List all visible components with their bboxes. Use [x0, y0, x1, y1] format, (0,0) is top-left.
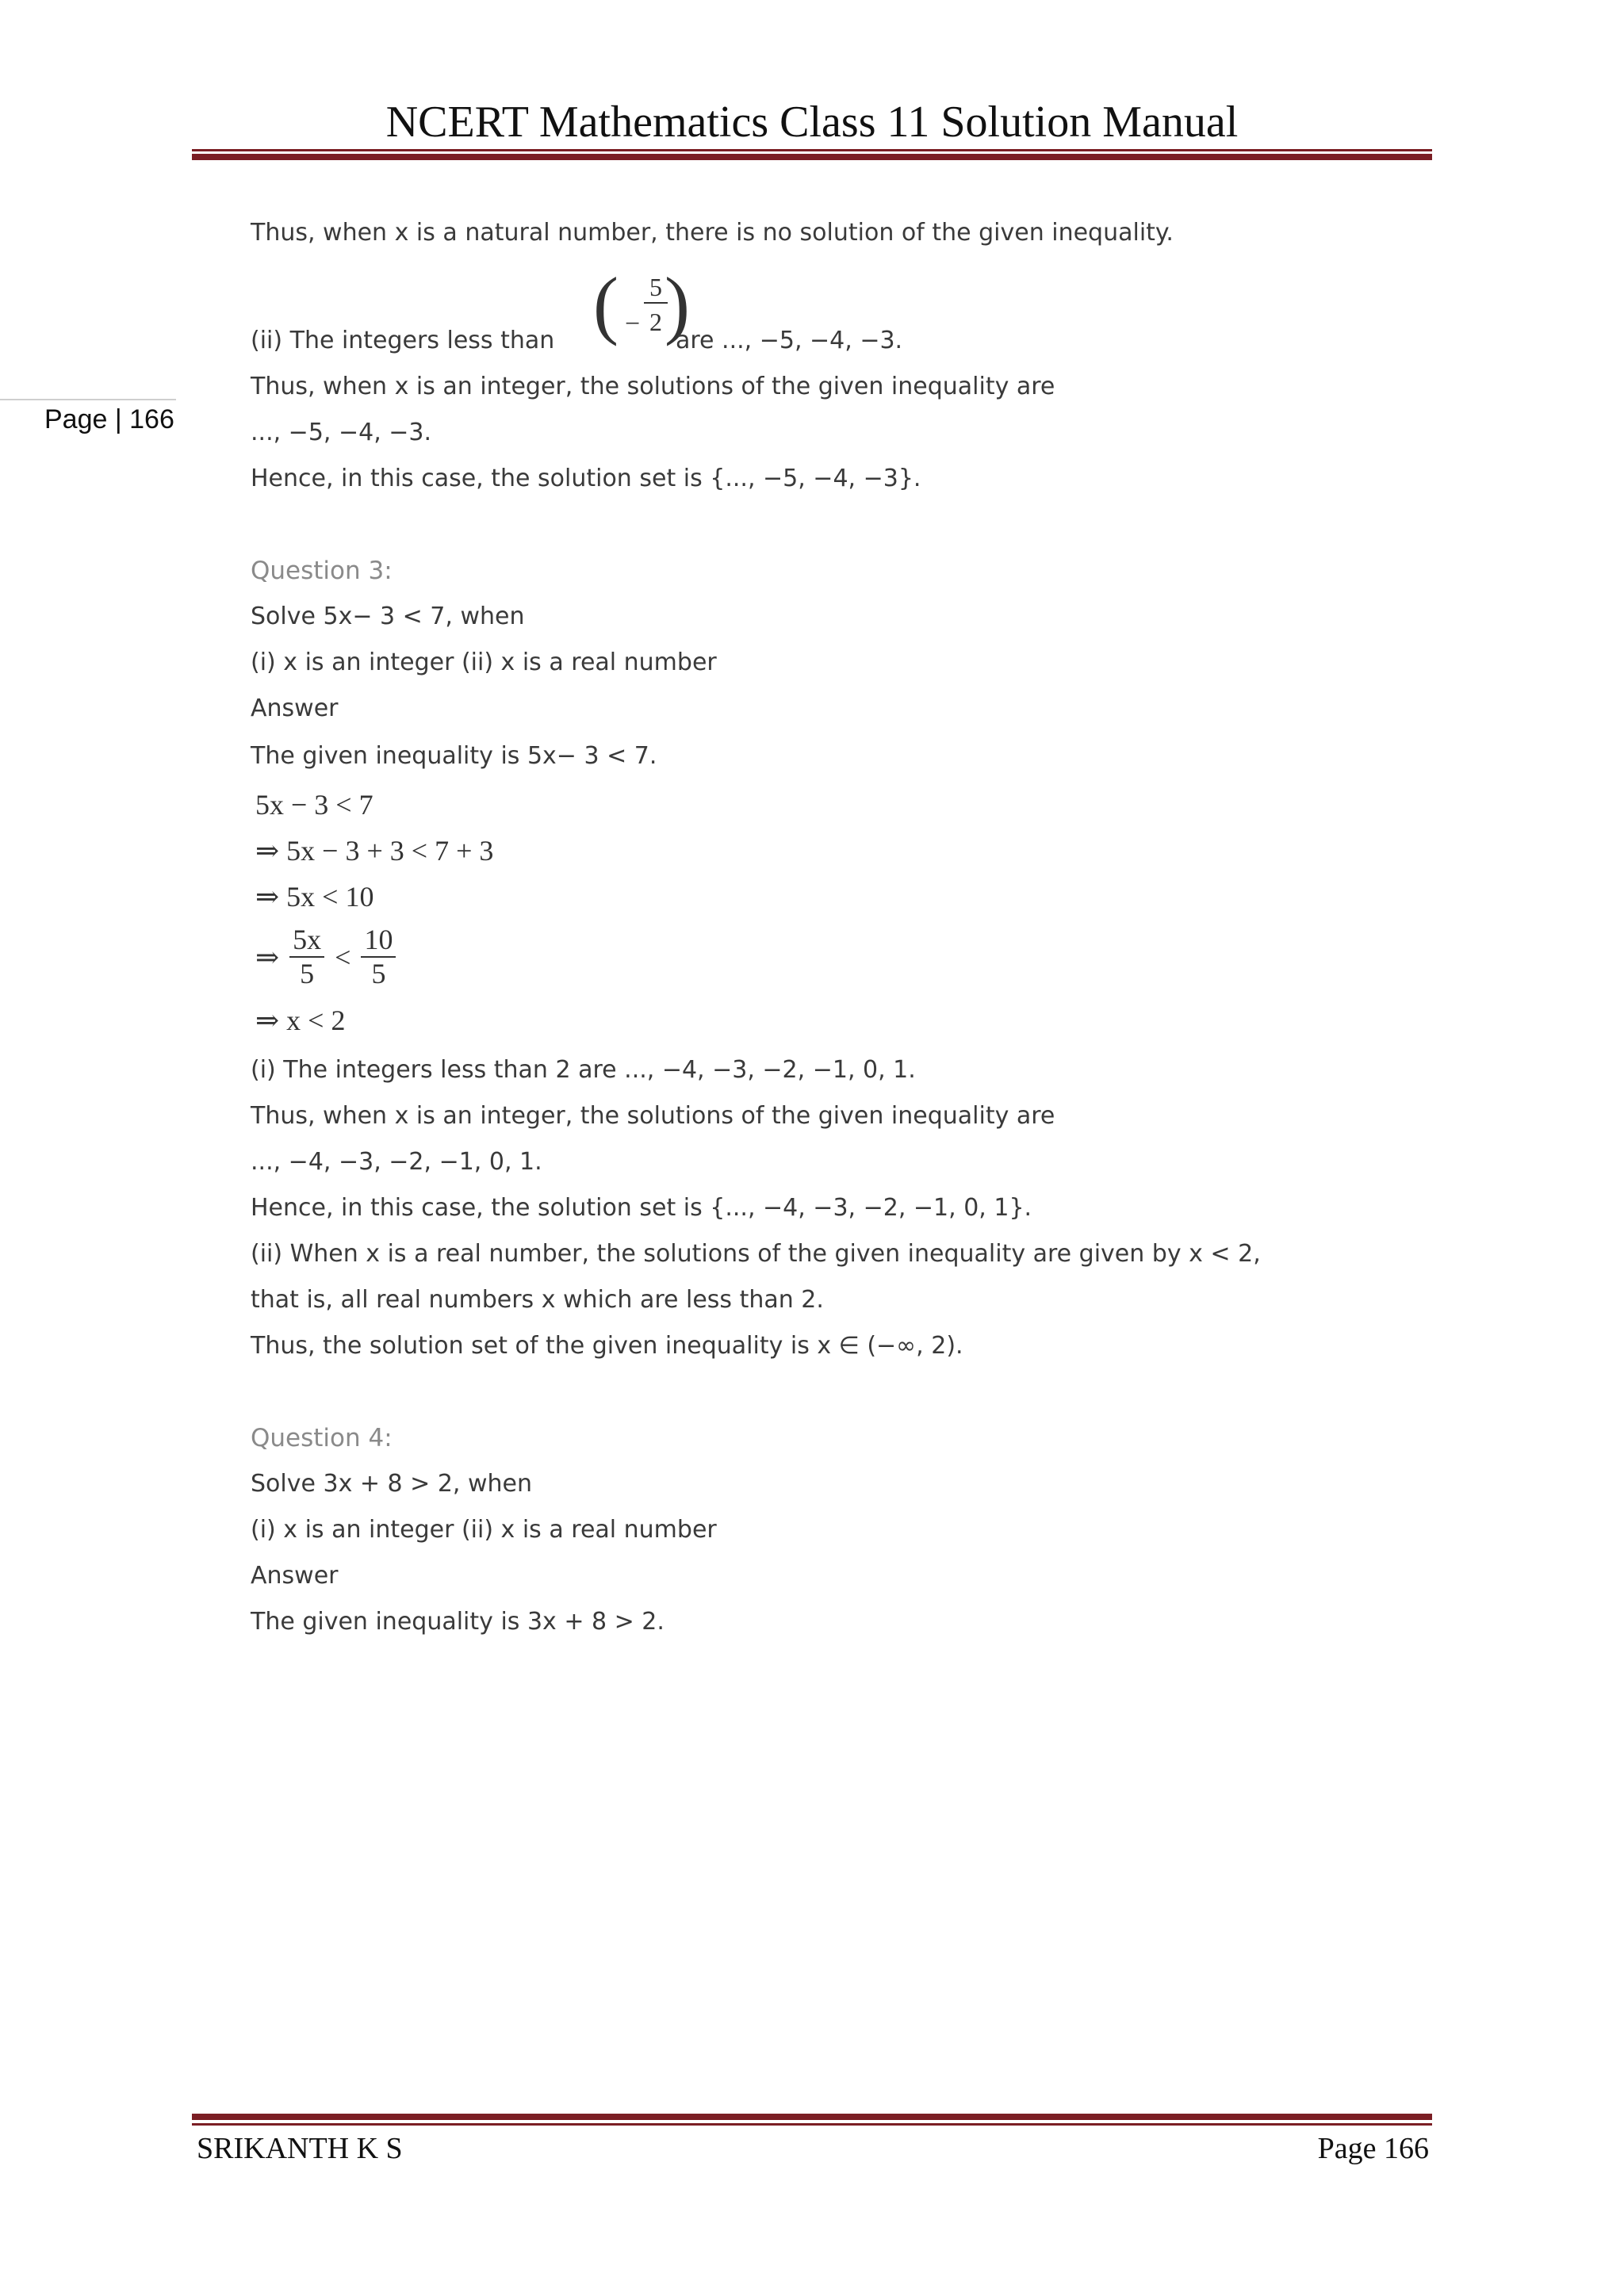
math-step: 5x − 3 < 7 [255, 789, 373, 821]
fraction-numerator: 10 [361, 924, 396, 958]
text-line: (i) The integers less than 2 are ..., −4, −3, −2, −1, 0, 1. [251, 1056, 916, 1084]
fraction-denominator: 2 [649, 308, 662, 336]
text-line: are ..., −5, −4, −3. [676, 327, 903, 354]
text-line: Thus, the solution set of the given inequality is x ∈ (−∞, 2). [251, 1332, 963, 1360]
fraction-numerator: 5 [644, 273, 668, 304]
math-step-fraction [255, 924, 399, 990]
text-line: (ii) When x is a real number, the solutions of the given inequality are given by x < 2, [251, 1240, 1261, 1268]
fraction [289, 924, 324, 990]
minus-sign: − [625, 309, 641, 339]
text-line: Thus, when x is a natural number, there is no solution of the given inequality. [251, 219, 1174, 247]
math-step: ⇒ x < 2 [255, 1004, 346, 1036]
text-line: ..., −4, −3, −2, −1, 0, 1. [251, 1148, 542, 1176]
question-heading: Question 3: [251, 557, 393, 585]
text-line: The given inequality is 5x− 3 < 7. [251, 742, 657, 770]
text-line: ..., −5, −4, −3. [251, 419, 432, 446]
fraction-numerator: 5x [289, 924, 324, 958]
footer-rule-thick [192, 2114, 1432, 2120]
text-line: that is, all real numbers x which are less than 2. [251, 1286, 824, 1314]
text-line: The given inequality is 3x + 8 > 2. [251, 1608, 665, 1636]
text-line: (i) x is an integer (ii) x is a real number [251, 649, 717, 676]
answer-label: Answer [251, 695, 339, 722]
footer-page-number: Page 166 [1317, 2132, 1429, 2165]
text-line: (i) x is an integer (ii) x is a real number [251, 1516, 717, 1544]
math-step: ⇒ 5x − 3 + 3 < 7 + 3 [255, 835, 494, 867]
footer-rule-thin [192, 2123, 1432, 2126]
text-line: Thus, when x is an integer, the solutions of the given inequality are [251, 1102, 1055, 1130]
text-line: Thus, when x is an integer, the solutions of the given inequality are [251, 373, 1055, 400]
implies-arrow: ⇒ [255, 941, 280, 974]
text-line: (ii) The integers less than [251, 327, 555, 354]
page-header-title: NCERT Mathematics Class 11 Solution Manual [385, 98, 1239, 147]
side-page-label: Page | 166 [44, 404, 174, 434]
fraction [361, 924, 396, 990]
text-line: Solve 3x + 8 > 2, when [251, 1470, 533, 1498]
text-line: Hence, in this case, the solution set is {..., −4, −3, −2, −1, 0, 1}. [251, 1194, 1032, 1222]
right-paren: ) [665, 262, 690, 346]
footer-author: SRIKANTH K S [197, 2132, 403, 2165]
left-paren: ( [593, 262, 619, 346]
question-heading: Question 4: [251, 1424, 393, 1452]
less-than-sign: < [335, 941, 351, 974]
fraction-denominator: 5 [300, 957, 315, 989]
text-line: Hence, in this case, the solution set is {..., −5, −4, −3}. [251, 465, 921, 492]
answer-label: Answer [251, 1562, 339, 1590]
text-line: Solve 5x− 3 < 7, when [251, 603, 525, 630]
math-step: ⇒ 5x < 10 [255, 881, 374, 913]
fraction-denominator: 5 [371, 957, 386, 989]
